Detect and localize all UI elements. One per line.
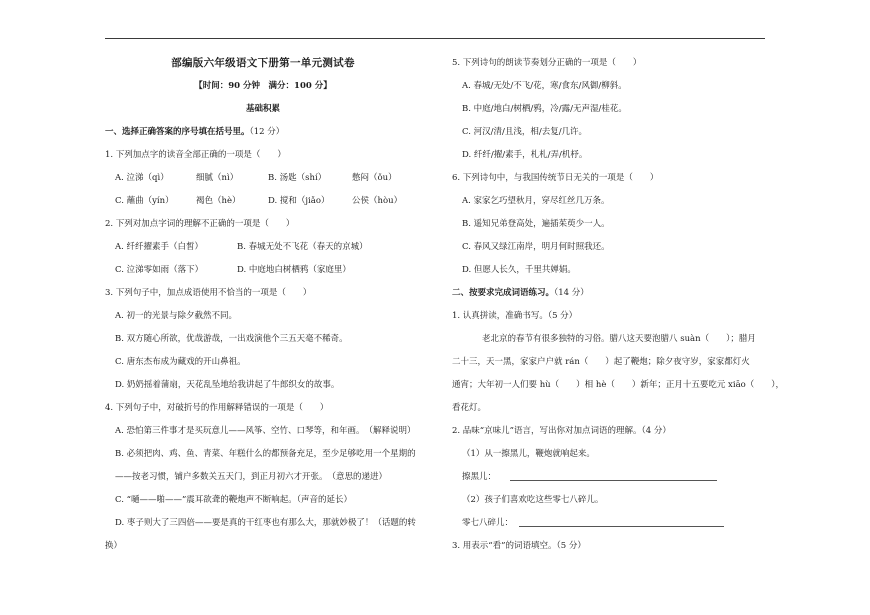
part1-heading-line — [105, 121, 435, 144]
q4-option-b: B. 必须把肉、鸡、鱼、青菜、年糕什么的都预备充足，至少足够吃用一个星期的 — [115, 449, 416, 459]
answer-line — [519, 526, 724, 527]
q1-option: 褐色（hè） — [196, 196, 241, 206]
q4-stem: 4. 下列句子中，对破折号的作用解释错误的一项是（ ） — [105, 403, 329, 413]
part2-heading-line — [452, 282, 768, 305]
q3-option-b: B. 双方随心所欲，优哉游哉，一出戏演他个三五天毫不稀奇。 — [115, 334, 348, 344]
q6-option-a: A. 家家乞巧望秋月，穿尽红丝几万条。 — [462, 196, 610, 206]
exam-title: 部编版六年级语文下册第一单元测试卷 — [171, 57, 355, 69]
q2-option: D. 中庭地白树栖鸦（家庭里） — [237, 265, 351, 275]
p2q3-stem: 3. 用表示“看”的词语填空。（5 分） — [452, 541, 586, 551]
q2-options-row1 — [105, 236, 435, 259]
q5-option-c: C. 河汉/清/且浅，相/去复/几许。 — [462, 127, 588, 137]
p2q1-passage-line: 老北京的春节有很多独特的习俗。腊八这天要泡腊八 suàn（ ）；腊月 — [482, 334, 756, 344]
p2q2-answer1 — [452, 466, 768, 489]
q1-options-row1 — [105, 167, 435, 190]
q5-option-b: B. 中庭/地白/树栖/鸦，冷/露/无声湿/桂花。 — [462, 104, 627, 114]
answer-line — [510, 480, 717, 481]
p2q1-stem: 1. 认真拼读，准确书写。（5 分） — [452, 311, 578, 321]
q1-stem: 1. 下列加点字的读音全部正确的一项是（ ） — [105, 150, 286, 160]
q1-option: 细腻（nì） — [196, 173, 239, 183]
p2q2-answer1-label: 擦黑儿： — [462, 472, 497, 482]
q4-option-d-continued: 换） — [105, 541, 123, 551]
q1-option: D. 搅和（jiǎo） — [268, 196, 330, 206]
p2q2-answer2-label: 零七八碎儿： — [462, 518, 514, 528]
p2q1-passage-line: 通宵；大年初一人们要 hù（ ）相 hè（ ）新年；正月十五要吃元 xiāo（ ）， — [452, 380, 785, 390]
q4-option-c: C. “嗵——啪——”震耳欲聋的鞭炮声不断响起。（声音的延长） — [115, 495, 353, 505]
q1-option: 憋闷（ǒu） — [352, 173, 397, 183]
q6-option-b: B. 遥知兄弟登高处，遍插茱萸少一人。 — [462, 219, 610, 229]
p2q2-stem: 2. 品味“京味儿”语言，写出你对加点词语的理解。（4 分） — [452, 426, 671, 436]
q1-option: C. 蘸曲（yín） — [115, 196, 174, 206]
q2-stem: 2. 下列对加点字词的理解不正确的一项是（ ） — [105, 219, 295, 229]
q4-option-a: A. 恐怕第三件事才是买玩意儿——风筝、空竹、口琴等，和年画。 （解释说明） — [115, 426, 416, 436]
q5-stem: 5. 下列诗句的朗读节奏划分正确的一项是（ ） — [452, 58, 642, 68]
q3-option-d: D. 奶奶摇着蒲扇，天花乱坠地给我讲起了牛郎织女的故事。 — [115, 380, 340, 390]
part2-heading: 二、按要求完成词语练习。 — [452, 288, 555, 298]
q4-option-d: D. 枣子则大了三四倍——要是真的干红枣也有那么大，那就妙极了！（话题的转 — [115, 518, 416, 528]
q3-option-c: C. 唐东杰布成为藏戏的开山鼻祖。 — [115, 357, 246, 367]
p2q1-passage-line: 二十三，天一黑，家家户户就 rán（ ）起了鞭炮；除夕夜守岁，家家都灯火 — [452, 357, 750, 367]
q1-option: 公侯（hòu） — [352, 196, 403, 206]
q5-option-a: A. 春城/无处/不飞/花，寒/食东/风御/柳斜。 — [462, 81, 627, 91]
p2q2-item2: （2）孩子们喜欢吃这些零七八碎儿。 — [462, 495, 604, 505]
p2q1-passage-line: 看花灯。 — [452, 403, 487, 413]
p2q2-item1: （1）从一擦黑儿，鞭炮就响起来。 — [462, 449, 595, 459]
q2-option: C. 泣涕零如雨（落下） — [115, 265, 204, 275]
part1-heading: 一、选择正确答案的序号填在括号里。 — [105, 127, 250, 137]
q1-option: B. 汤匙（shí） — [268, 173, 327, 183]
q2-option: B. 春城无处不飞花（春天的京城） — [237, 242, 368, 252]
q4-option-b-continued: ——按老习惯，铺户多数关五天门，到正月初六才开张。 （意思的递进） — [115, 472, 388, 482]
p2q2-answer2 — [452, 512, 768, 535]
q6-stem: 6. 下列诗句中，与我国传统节日无关的一项是（ ） — [452, 173, 659, 183]
q5-option-d: D. 纤纤/擢/素手，札札/弄/机杼。 — [462, 150, 588, 160]
left-column — [105, 52, 435, 558]
q2-option: A. 纤纤擢素手（白皙） — [115, 242, 204, 252]
q2-options-row2 — [105, 259, 435, 282]
right-column — [452, 52, 785, 558]
q6-option-d: D. 但愿人长久，千里共婵娟。 — [462, 265, 576, 275]
exam-meta: 【时间：90 分钟 满分：100 分】 — [194, 81, 332, 91]
part2-points: （14 分） — [554, 288, 589, 298]
top-rule — [105, 38, 765, 39]
part1-points: （12 分） — [249, 127, 285, 137]
q1-option: A. 泣涕（qì） — [115, 173, 169, 183]
section-title: 基础积累 — [245, 104, 280, 114]
q3-stem: 3. 下列句子中，加点成语使用不恰当的一项是（ ） — [105, 288, 312, 298]
q6-option-c: C. 春风又绿江南岸，明月何时照我还。 — [462, 242, 610, 252]
q1-options-row2 — [105, 190, 435, 213]
q3-option-a: A. 初一的光景与除夕截然不同。 — [115, 311, 238, 321]
